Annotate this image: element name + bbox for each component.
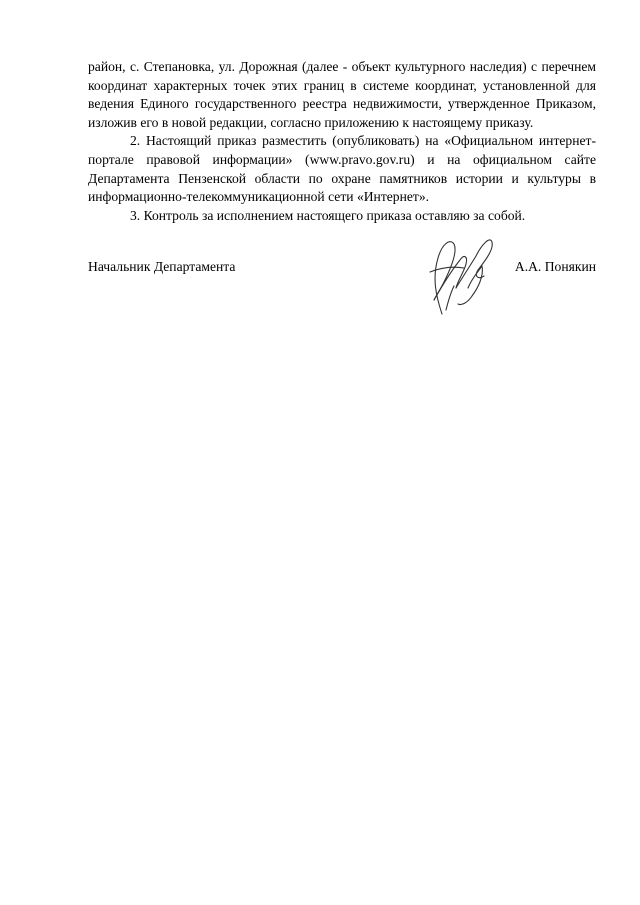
signature-stroke bbox=[456, 240, 492, 288]
paragraph-boundaries: район, с. Степановка, ул. Дорожная (далее - объект культурного наследия) с перечнем координат характерных точек этих границ в системе координат, установленной для ведения Единого государственного реестра недвижимости, утвержденное Приказом, изложив его в новой редакции, согласно приложению к настоящему приказу. bbox=[88, 59, 596, 130]
signatory-title: Начальник Департамента bbox=[88, 259, 236, 274]
signature-block bbox=[88, 258, 596, 282]
handwritten-signature bbox=[412, 226, 500, 322]
signature-stroke bbox=[458, 266, 482, 305]
signature-stroke bbox=[434, 242, 455, 314]
paragraph-publication: 2. Настоящий приказ разместить (опубликовать) на «Официальном интернет-портале правовой информации» (www.pravo.gov.ru) и на официальном сайте Департамента Пензенской области по охране памятников истории и культуры в информационно-телекоммуникационной сети «Интернет». bbox=[88, 133, 596, 205]
signatory-name: А.А. Понякин bbox=[514, 259, 596, 274]
document-body bbox=[88, 58, 596, 225]
paragraph-control: 3. Контроль за исполнением настоящего приказа оставляю за собой. bbox=[130, 207, 526, 223]
signature-stroke bbox=[446, 286, 454, 310]
